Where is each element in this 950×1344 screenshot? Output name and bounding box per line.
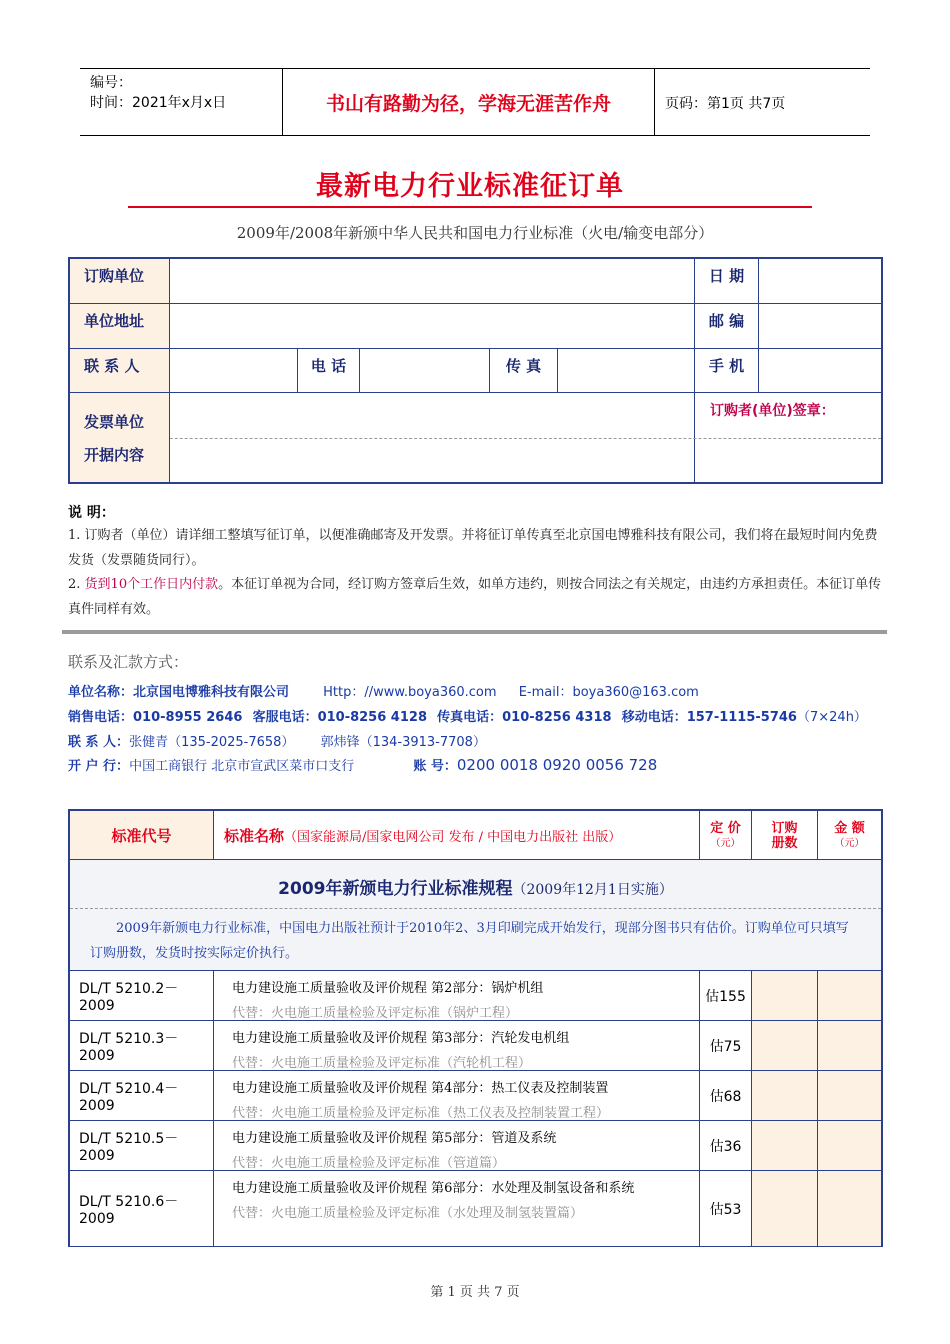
standard-name-cell bbox=[214, 1071, 700, 1120]
document-header bbox=[80, 68, 870, 136]
contacts-label: 联 系 人： bbox=[68, 735, 130, 750]
table-row bbox=[70, 1071, 881, 1121]
col-header-amount: 金 额 （元） bbox=[818, 811, 881, 860]
section-2009 bbox=[70, 860, 881, 971]
standard-replaces: 代替：火电施工质量检验及评定标准（管道篇） bbox=[232, 1156, 506, 1171]
account-number: 0200 0018 0920 0056 728 bbox=[456, 756, 658, 774]
account-label: 账 号： bbox=[413, 759, 457, 774]
service-phone: 客服电话：010-8256 4128 bbox=[252, 710, 427, 725]
contact-row-company bbox=[68, 681, 699, 700]
col-header-qty: 订购 册数 bbox=[752, 811, 818, 860]
order-qty-field[interactable] bbox=[752, 1021, 818, 1070]
table-row bbox=[70, 1021, 881, 1071]
payment-term: 货到10个工作日内付款 bbox=[84, 577, 219, 592]
standard-replaces: 代替：火电施工质量检验及评定标准（汽轮机工程） bbox=[232, 1056, 532, 1071]
contact-row-phones bbox=[68, 706, 867, 725]
date-label: 日 期 bbox=[695, 259, 759, 304]
standard-name: 电力建设施工质量验收及评价规程 第5部分：管道及系统 bbox=[232, 1131, 557, 1146]
standard-code: DL/T 5210.2－2009 bbox=[70, 971, 214, 1020]
standard-name: 电力建设施工质量验收及评价规程 第2部分：锅炉机组 bbox=[232, 981, 544, 996]
time-label: 时间：2021年x月x日 bbox=[90, 95, 227, 111]
table-row bbox=[70, 971, 881, 1021]
note-item-2: 2. 货到10个工作日内付款。本征订单视为合同，经订购方签章后生效，如单方违约，则按合同法之有关规定，由违约方承担责任。本征订单传真件同样有效。 bbox=[68, 577, 882, 617]
fax-phone: 传真电话：010-8256 4318 bbox=[437, 710, 612, 725]
contact-person-1: 张健青（135-2025-7658） bbox=[129, 735, 295, 750]
mobile-phone: 移动电话：157-1115-5746 bbox=[621, 710, 797, 725]
invoice-unit-label: 发票单位 bbox=[70, 393, 170, 438]
invoice-content-label: 开据内容 bbox=[70, 438, 170, 482]
amount-field[interactable] bbox=[818, 1071, 881, 1120]
dashed-divider bbox=[70, 438, 881, 439]
contact-label: 联 系 人 bbox=[70, 349, 170, 393]
amount-field[interactable] bbox=[818, 1171, 881, 1246]
postcode-field[interactable] bbox=[759, 304, 881, 349]
email-link[interactable]: E-mail：boya360@163.com bbox=[518, 685, 699, 700]
section-separator bbox=[62, 630, 887, 634]
col-header-name: 标准名称 （国家能源局/国家电网公司 发布 / 中国电力出版社 出版） bbox=[214, 811, 700, 860]
contact-row-bank bbox=[68, 755, 657, 774]
standard-name-cell bbox=[214, 1021, 700, 1070]
standard-name: 电力建设施工质量验收及评价规程 第6部分：水处理及制氢设备和系统 bbox=[232, 1181, 635, 1196]
table-row bbox=[70, 1121, 881, 1171]
postcode-label: 邮 编 bbox=[695, 304, 759, 349]
notes-body bbox=[68, 524, 888, 622]
address-label: 单位地址 bbox=[70, 304, 170, 349]
col-header-price: 定 价 （元） bbox=[700, 811, 752, 860]
fax-label: 传 真 bbox=[490, 349, 558, 393]
section-title: 2009年新颁电力行业标准规程（2009年12月1日实施） bbox=[278, 879, 673, 899]
amount-field[interactable] bbox=[818, 1021, 881, 1070]
website-link[interactable]: Http：//www.boya360.com bbox=[323, 685, 497, 700]
buyer-unit-field[interactable] bbox=[170, 259, 695, 304]
standard-replaces: 代替：火电施工质量检验及评定标准（水处理及制氢装置篇） bbox=[232, 1206, 584, 1221]
contact-field[interactable] bbox=[170, 349, 298, 393]
mobile-field[interactable] bbox=[759, 349, 881, 393]
bank-label: 开 户 行： bbox=[68, 759, 130, 774]
standard-price: 估53 bbox=[700, 1171, 752, 1246]
motto: 书山有路勤为径，学海无涯苦作舟 bbox=[282, 69, 655, 136]
standard-price: 估155 bbox=[700, 971, 752, 1020]
signature-label: 订购者(单位)签章： bbox=[710, 403, 835, 419]
header-meta bbox=[80, 69, 282, 136]
section-description: 2009年新颁电力行业标准，中国电力出版社预计于2010年2、3月印刷完成开始发行，现部分图书只有估价。订购单位可只填写订购册数，发货时按实际定价执行。 bbox=[90, 921, 849, 961]
order-qty-field[interactable] bbox=[752, 1171, 818, 1246]
phone-label: 电 话 bbox=[298, 349, 360, 393]
title-divider bbox=[128, 206, 812, 208]
order-form bbox=[68, 257, 883, 484]
table-row bbox=[70, 1171, 881, 1246]
amount-field[interactable] bbox=[818, 1121, 881, 1170]
order-qty-field[interactable] bbox=[752, 1071, 818, 1120]
standard-replaces: 代替：火电施工质量检验及评定标准（锅炉工程） bbox=[232, 1006, 519, 1021]
standard-name-cell bbox=[214, 1171, 700, 1246]
col-header-code: 标准代号 bbox=[70, 811, 214, 860]
standard-code: DL/T 5210.3－2009 bbox=[70, 1021, 214, 1070]
standard-code: DL/T 5210.4－2009 bbox=[70, 1071, 214, 1120]
phone-field[interactable] bbox=[360, 349, 490, 393]
standard-name: 电力建设施工质量验收及评价规程 第3部分：汽轮发电机组 bbox=[232, 1031, 570, 1046]
order-qty-field[interactable] bbox=[752, 971, 818, 1020]
contact-person-2: 郭炜锋（134-3913-7708） bbox=[320, 735, 486, 750]
page-info: 页码：第1页 共7页 bbox=[665, 95, 786, 112]
fax-field[interactable] bbox=[558, 349, 695, 393]
page-subtitle: 2009年/2008年新颁中华人民共和国电力行业标准（火电/输变电部分） bbox=[236, 224, 714, 242]
standard-replaces: 代替：火电施工质量检验及评定标准（热工仪表及控制装置工程） bbox=[232, 1106, 610, 1121]
standard-name-cell bbox=[214, 971, 700, 1020]
date-field[interactable] bbox=[759, 259, 881, 304]
standard-name-cell bbox=[214, 1121, 700, 1170]
mobile-note: （7×24h） bbox=[796, 710, 867, 725]
sales-phone: 销售电话：010-8955 2646 bbox=[68, 710, 243, 725]
number-label: 编号： bbox=[90, 75, 132, 91]
contact-row-people bbox=[68, 731, 486, 750]
standard-price: 估75 bbox=[700, 1021, 752, 1070]
company-name: 单位名称：北京国电博雅科技有限公司 bbox=[68, 685, 290, 700]
buyer-unit-label: 订购单位 bbox=[70, 259, 170, 304]
page-footer: 第 1 页 共 7 页 bbox=[430, 1285, 520, 1300]
standard-code: DL/T 5210.5－2009 bbox=[70, 1121, 214, 1170]
bank-name: 中国工商银行 北京市宣武区菜市口支行 bbox=[129, 759, 355, 774]
catalog-table bbox=[68, 809, 883, 1247]
note-item-1: 1. 订购者（单位）请详细工整填写征订单，以便准确邮寄及开发票。并将征订单传真至北京国电博雅科技有限公司，我们将在最短时间内免费发货（发票随货同行）。 bbox=[68, 528, 878, 568]
standard-price: 估36 bbox=[700, 1121, 752, 1170]
standard-name: 电力建设施工质量验收及评价规程 第4部分：热工仪表及控制装置 bbox=[232, 1081, 609, 1096]
notes-title: 说 明： bbox=[68, 505, 115, 521]
section-dashed-divider bbox=[70, 908, 881, 909]
contact-heading: 联系及汇款方式： bbox=[68, 653, 189, 671]
amount-field[interactable] bbox=[818, 971, 881, 1020]
standard-price: 估68 bbox=[700, 1071, 752, 1120]
address-field[interactable] bbox=[170, 304, 695, 349]
standard-code: DL/T 5210.6－2009 bbox=[70, 1171, 214, 1246]
mobile-label: 手 机 bbox=[695, 349, 759, 393]
page-title: 最新电力行业标准征订单 bbox=[316, 171, 624, 202]
order-qty-field[interactable] bbox=[752, 1121, 818, 1170]
